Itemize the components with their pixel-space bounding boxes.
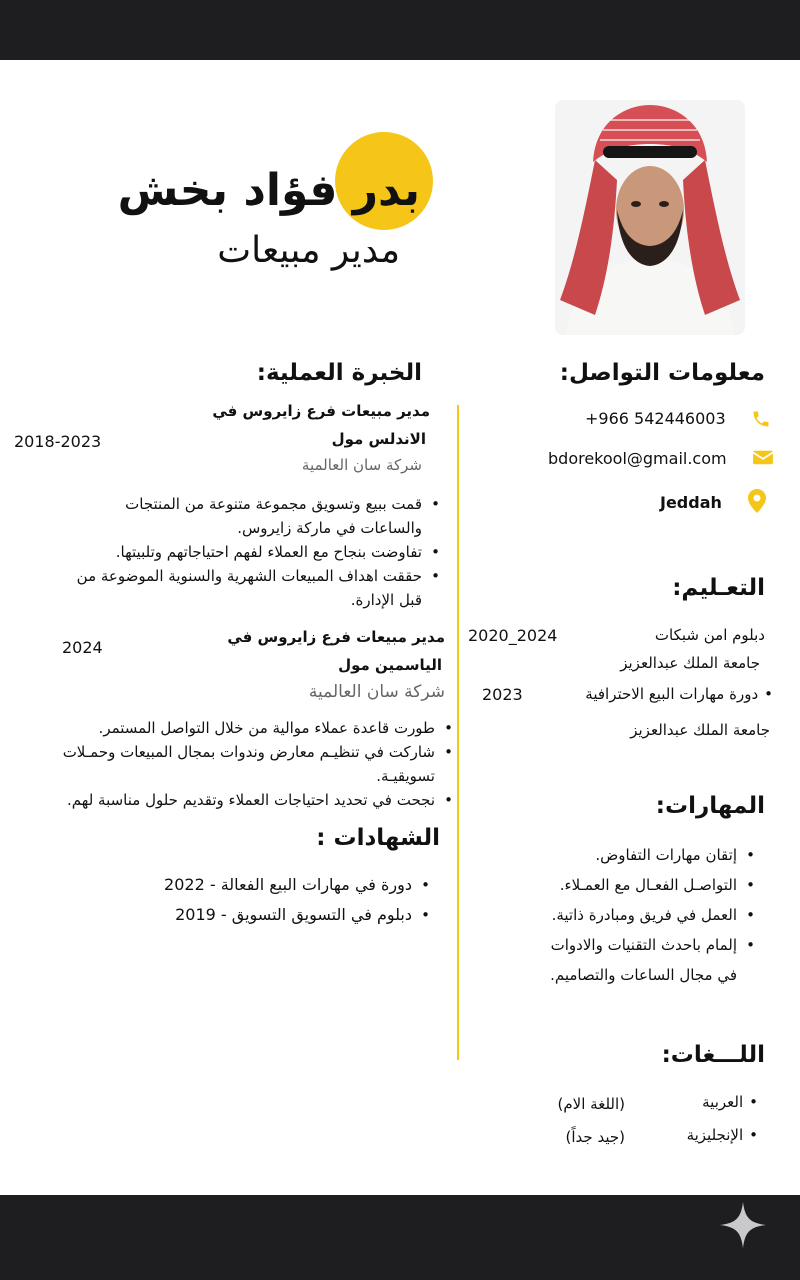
- email-icon: [752, 446, 774, 468]
- experience-heading: الخبرة العملية:: [256, 360, 422, 386]
- job-1-bullet-continuation: قبل الإدارة.: [350, 591, 422, 609]
- education-item-2-date: 2023: [482, 685, 523, 704]
- education-item-1-institution: جامعة الملك عبدالعزيز: [620, 654, 760, 672]
- phone-icon: [750, 408, 772, 430]
- education-item-2-institution: جامعة الملك عبدالعزيز: [630, 721, 770, 739]
- job-2-bullet: • شاركت في تنظيـم معارض وندوات بمجال المبيعات وحمـلات: [8, 740, 453, 764]
- candidate-title: مدير مبيعات: [217, 230, 400, 271]
- skills-heading: المهارات:: [655, 793, 765, 819]
- job-1-bullet-continuation: والساعات في ماركة زايروس.: [237, 519, 422, 537]
- languages-heading: اللـــغات:: [661, 1042, 765, 1068]
- city: Jeddah: [660, 493, 722, 512]
- education-item-1-date: 2020_2024: [468, 626, 558, 645]
- phone-number[interactable]: +966 542446003: [585, 409, 726, 428]
- language-item-1: •العربية: [702, 1093, 758, 1111]
- top-bar: [0, 0, 800, 60]
- language-item-2-level: (جيد جداً): [565, 1128, 625, 1146]
- certificate-item: • دبلوم في التسويق التسويق - 2019: [120, 900, 430, 930]
- job-1-bullets: [40, 492, 440, 612]
- skills-list: [500, 840, 755, 990]
- job-1-title-line1: مدير مبيعات فرع زايروس في: [212, 402, 430, 420]
- job-1-title-line2: الاندلس مول: [331, 430, 426, 448]
- contact-heading: معلومات التواصل:: [559, 360, 765, 386]
- job-2-company: شركة سان العالمية: [308, 682, 445, 702]
- certificates-list: [120, 870, 430, 930]
- job-1-company: شركة سان العالمية: [301, 456, 422, 474]
- resume-page: [0, 60, 800, 1195]
- education-item-2-title: •دورة مهارات البيع الاحترافية: [585, 685, 773, 703]
- profile-photo: [555, 100, 745, 335]
- sparkle-icon: [718, 1200, 768, 1250]
- skill-item: • إلمام باحدث التقنيات والادوات: [500, 930, 755, 960]
- job-1-date: 2018-2023: [14, 432, 102, 451]
- job-2-date: 2024: [62, 638, 103, 657]
- job-2-bullet: • طورت قاعدة عملاء موالية من خلال التواصل المستمر.: [8, 716, 453, 740]
- skill-item: • التواصـل الفعـال مع العمـلاء.: [500, 870, 755, 900]
- job-2-title-line2: الياسمين مول: [338, 656, 442, 674]
- job-1-bullet: • حققت اهداف المبيعات الشهرية والسنوية الموضوعة من: [40, 564, 440, 588]
- column-divider: [457, 405, 459, 1060]
- education-heading: التعـليم:: [672, 575, 765, 601]
- job-2-bullets: [8, 716, 453, 812]
- skill-item-continuation: في مجال الساعات والتصاميم.: [550, 966, 737, 984]
- candidate-name: بدر فؤاد بخش: [117, 165, 420, 216]
- skill-item: • العمل في فريق ومبادرة ذاتية.: [500, 900, 755, 930]
- email-address[interactable]: bdorekool@gmail.com: [548, 449, 727, 468]
- job-2-bullet: • نجحت في تحديد احتياجات العملاء وتقديم حلول مناسبة لهم.: [8, 788, 453, 812]
- job-1-bullet: • قمت ببيع وتسويق مجموعة متنوعة من المنتجات: [40, 492, 440, 516]
- job-1-bullet: • تفاوضت بنجاح مع العملاء لفهم احتياجاتهم وتلبيتها.: [40, 540, 440, 564]
- language-item-2: •الإنجليزية: [686, 1126, 758, 1144]
- job-2-title-line1: مدير مبيعات فرع زايروس في: [227, 628, 445, 646]
- job-2-bullet-continuation: تسويقيـة.: [376, 767, 435, 785]
- certificate-item: • دورة في مهارات البيع الفعالة - 2022: [120, 870, 430, 900]
- skill-item: • إتقان مهارات التفاوض.: [500, 840, 755, 870]
- education-item-1-title: دبلوم امن شبكات: [654, 626, 765, 644]
- language-item-1-level: (اللغة الام): [557, 1095, 625, 1113]
- certificates-heading: الشهادات :: [316, 825, 440, 851]
- bottom-bar: [0, 1195, 800, 1280]
